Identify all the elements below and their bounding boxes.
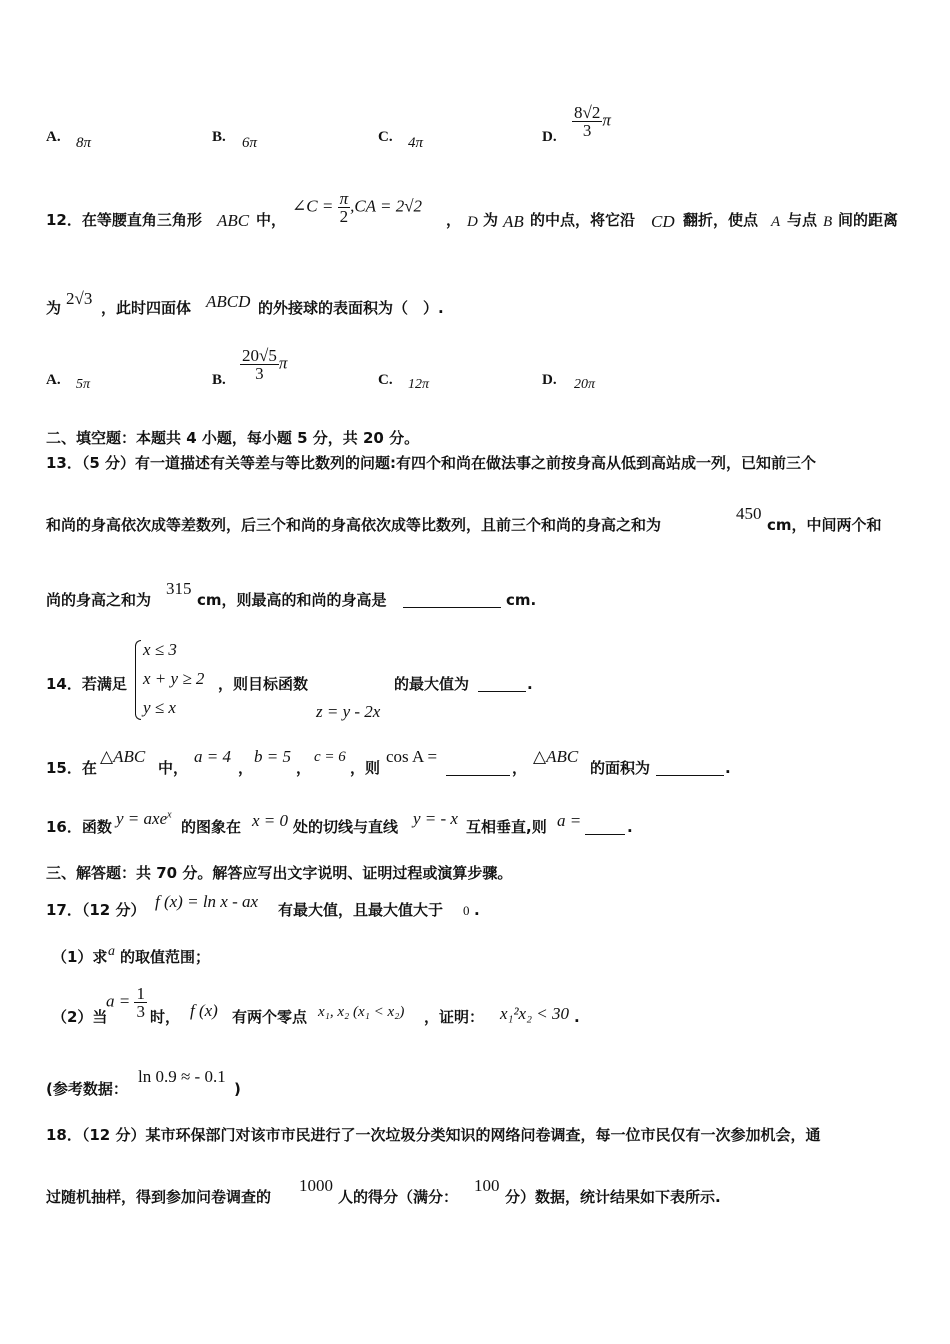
q17-part2-a-text: a =	[106, 991, 131, 1011]
q12-point-b: B	[823, 214, 833, 230]
q13-line1: 13．（5 分）有一道描述有关等差与等比数列的问题:有四个和尚在做法事之前按身高从低到高站成一列，已知前三个	[46, 454, 817, 472]
q12-distance-value: 2√3	[66, 289, 93, 308]
section-3-heading: 三、解答题：共 70 分。解答应写出文字说明、证明过程或演算步骤。	[46, 864, 513, 882]
q14-answer-blank	[478, 691, 526, 692]
q12-wei: 为	[483, 211, 499, 229]
q12-b-denominator: 3	[255, 364, 264, 383]
q16-lead: 16．函数	[46, 818, 112, 836]
q12-option-d-value: 20π	[574, 377, 596, 392]
q17-part2-num: 1	[136, 984, 145, 1003]
q12-ab: AB	[503, 212, 524, 231]
q14-constraint-3: y ≤ x	[143, 698, 176, 717]
q18-sample-1000: 1000	[299, 1176, 333, 1195]
q17-zero: 0	[463, 903, 470, 918]
q16-exponent: x	[167, 809, 172, 821]
q17-part1-tail: 的取值范围；	[120, 948, 211, 966]
q12-option-c-label: C.	[378, 372, 393, 388]
q17-part2-zeros: x₁, x₂ (x₁ < x₂)	[318, 1004, 405, 1020]
q15-side-c: c = 6	[314, 749, 346, 765]
q16-function-text: y = axe	[116, 809, 168, 828]
q15-side-a: a = 4	[194, 747, 231, 766]
q12-zhong: 中，	[256, 211, 287, 229]
q13-line3a: 尚的身高之和为	[46, 591, 152, 609]
q11-option-c-value: 4π	[408, 135, 424, 151]
q18-full-score-100: 100	[474, 1176, 500, 1195]
q18-line2b: 人的得分（满分：	[338, 1188, 459, 1206]
q12-angle-c: ∠C =	[292, 196, 334, 216]
q15-lead: 15．在	[46, 759, 97, 777]
q12-dist: 间的距离	[838, 211, 899, 229]
q12-condition	[292, 190, 422, 225]
q14-constraint-1: x ≤ 3	[143, 640, 177, 659]
q12-abc: ABC	[217, 211, 250, 230]
q17-lead: 17．（12 分）	[46, 901, 146, 919]
q13-sum-315: 315	[166, 579, 192, 598]
q15-triangle: △ABC	[100, 747, 146, 766]
q16-answer-blank	[585, 834, 625, 835]
q15-ze: ，则	[350, 759, 381, 777]
q16-function	[116, 810, 172, 827]
q17-part1-lead: （1）求	[52, 948, 108, 966]
q15-area-blank	[656, 775, 724, 776]
q14-end: .	[527, 675, 533, 693]
q17-part1-a: a	[108, 944, 115, 959]
q12-option-a-label: A.	[46, 372, 61, 388]
q18-line1: 18．（12 分）某市环保部门对该市市民进行了一次垃圾分类知识的网络问卷调查，每一位市民仅有一次参加机会，通	[46, 1126, 821, 1144]
q17-part2-inequality: x₁²x₂ < 30	[500, 1004, 569, 1023]
q17-function: f (x) = ln x - ax	[155, 892, 259, 911]
q11-d-pi: π	[602, 110, 611, 130]
q18-line2c: 分）数据，统计结果如下表所示.	[505, 1188, 721, 1206]
q15-area: 的面积为	[590, 759, 651, 777]
q12-ca: ,CA = 2√2	[350, 196, 423, 216]
q15-cos-a-text: cos A =	[386, 747, 438, 766]
q12-line2: ，此时四面体	[101, 299, 192, 317]
q15-end: .	[725, 759, 731, 777]
q18-line2a: 过随机抽样，得到参加问卷调查的	[46, 1188, 272, 1206]
q17-end: .	[474, 901, 480, 919]
q17-part2-prove: ，证明：	[424, 1008, 485, 1026]
q12-fold: 翻折，使点	[683, 211, 759, 229]
q11-option-d-value	[572, 104, 611, 139]
q11-d-numerator: 8√2	[574, 103, 601, 122]
q12-pi: π	[339, 189, 349, 208]
q12-mid: 的中点，将它沿	[530, 211, 636, 229]
q13-sum-450: 450	[736, 504, 762, 523]
section-2-heading: 二、填空题：本题共 4 小题，每小题 5 分，共 20 分。	[46, 429, 420, 447]
q14-lead: 14．若满足	[46, 675, 127, 693]
q14-tail: 的最大值为	[394, 675, 470, 693]
q15-triangle-2: △ABC	[533, 747, 579, 766]
q11-option-d-label: D.	[542, 129, 557, 145]
q17-ref-close: )	[234, 1080, 241, 1098]
q14-constraint-2: x + y ≥ 2	[143, 669, 205, 688]
q16-end: .	[627, 818, 633, 836]
q17-ref-open: (参考数据：	[46, 1080, 128, 1098]
q11-d-denominator: 3	[582, 121, 592, 140]
q14-objective: z = y - 2x	[316, 702, 381, 721]
q12-yudian: 与点	[787, 211, 818, 229]
q12-option-c-value: 12π	[408, 377, 430, 392]
q17-part2-mid: 有两个零点	[232, 1008, 308, 1026]
q12-d: D	[467, 214, 478, 230]
q17-part2-end: .	[574, 1008, 580, 1026]
q15-sep3: ，	[512, 759, 528, 777]
q11-option-c-label: C.	[378, 129, 393, 145]
q15-sep1: ，	[238, 759, 254, 777]
q13-line3b: cm，则最高的和尚的身高是	[197, 591, 387, 609]
q17-part2-shi: 时，	[150, 1008, 181, 1026]
q12-comma: ，	[446, 211, 462, 229]
q17-mid: 有最大值，且最大值大于	[278, 901, 444, 919]
q16-mid: 的图象在	[181, 818, 242, 836]
q12-lead: 12．在等腰直角三角形	[46, 211, 202, 229]
q15-zhong: 中，	[158, 759, 189, 777]
q16-line: y = - x	[413, 809, 458, 828]
q11-option-a-label: A.	[46, 129, 61, 145]
q12-cd: CD	[651, 212, 675, 231]
q12-option-b-value	[240, 347, 287, 382]
q16-mid2: 处的切线与直线	[293, 818, 399, 836]
q13-line3c: cm.	[506, 591, 537, 609]
q13-answer-blank	[403, 607, 501, 608]
q12-line2b: 的外接球的表面积为（ ）.	[258, 299, 444, 317]
q11-option-b-label: B.	[212, 129, 226, 145]
q14-system-brace	[135, 640, 141, 720]
q15-sep2: ，	[296, 759, 312, 777]
q11-option-b-value: 6π	[242, 135, 258, 151]
q12-option-d-label: D.	[542, 372, 557, 388]
q12-b-pi: π	[278, 353, 288, 373]
q17-part2-a	[106, 985, 147, 1020]
q15-cos-a	[386, 748, 437, 765]
q12-b-numerator: 20√5	[242, 346, 277, 365]
q12-abcd: ABCD	[206, 292, 251, 311]
q12-point-a: A	[771, 214, 781, 230]
q17-part2-den: 3	[136, 1002, 145, 1021]
q16-a: a =	[557, 811, 582, 830]
q15-side-b: b = 5	[254, 747, 291, 766]
q12-wei2: 为	[46, 299, 62, 317]
q13-line2a: 和尚的身高依次成等差数列，后三个和尚的身高依次成等比数列，且前三个和尚的身高之和为	[46, 516, 662, 534]
q16-mid3: 互相垂直,则	[466, 818, 547, 836]
q13-line2b: cm，中间两个和	[767, 516, 882, 534]
q12-option-b-label: B.	[212, 372, 226, 388]
q16-x0: x = 0	[252, 811, 289, 830]
q17-ref-value: ln 0.9 ≈ - 0.1	[138, 1067, 226, 1086]
q14-mid: ，则目标函数	[218, 675, 309, 693]
q15-cos-blank	[446, 775, 510, 776]
q12-two: 2	[339, 207, 349, 226]
q17-part2-lead: （2）当	[52, 1008, 108, 1026]
q11-option-a-value: 8π	[76, 135, 92, 151]
q12-option-a-value: 5π	[76, 377, 91, 392]
q17-part2-f: f (x)	[190, 1001, 218, 1020]
